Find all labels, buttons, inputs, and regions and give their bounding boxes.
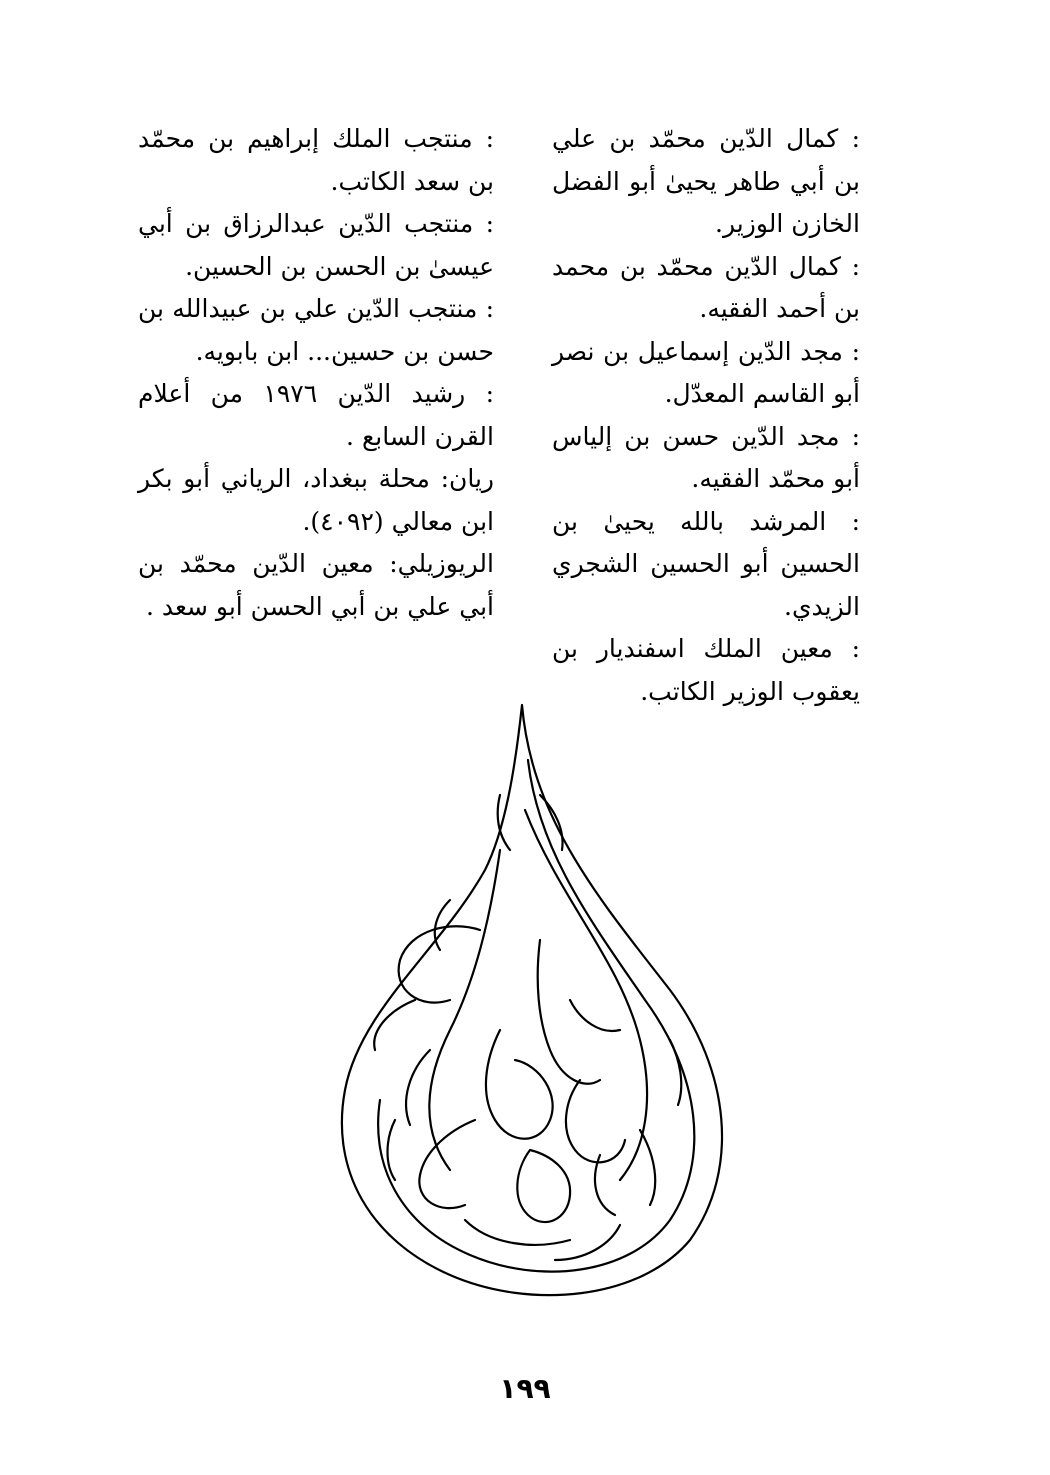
entry: الريوزيلي: معين الدّين محمّد بن أبي علي بن أبي الحسن أبو سعد . <box>138 549 494 621</box>
entry: : منتجب الدّين علي بن عبيدالله بن حسن بن حسين... ابن بابويه. <box>138 294 494 366</box>
entry: : منتجب الملك إبراهيم بن محمّد بن سعد الكاتب. <box>138 124 494 196</box>
entry: : كمال الدّين محمّد بن علي بن أبي طاهر يحيىٰ أبو الفضل الخازن الوزير. <box>552 124 860 238</box>
entry: ريان: محلة ببغداد، الرياني أبو بكر ابن معالي (٤٠٩٢). <box>138 464 494 536</box>
entry: : مجد الدّين حسن بن إلياس أبو محمّد الفقيه. <box>552 421 860 493</box>
entry: : رشيد الدّين ١٩٧٦ من أعلام القرن السابع . <box>138 379 494 451</box>
entry: : معين الملك اسفنديار بن يعقوب الوزير الكاتب. <box>552 634 860 706</box>
right-text-column <box>552 118 860 713</box>
left-text-column <box>138 118 494 628</box>
entry: : كمال الدّين محمّد بن محمد بن أحمد الفقيه. <box>552 251 860 323</box>
page-number: ١٩٩ <box>499 1372 551 1405</box>
calligraphy-teardrop-ornament-icon <box>300 700 760 1320</box>
entry: : مجد الدّين إسماعيل بن نصر أبو القاسم المعدّل. <box>552 336 860 408</box>
entry: : منتجب الدّين عبدالرزاق بن أبي عيسىٰ بن الحسن بن الحسين. <box>138 209 494 281</box>
entry: : المرشد بالله يحيىٰ بن الحسين أبو الحسين الشجري الزيدي. <box>552 506 860 621</box>
